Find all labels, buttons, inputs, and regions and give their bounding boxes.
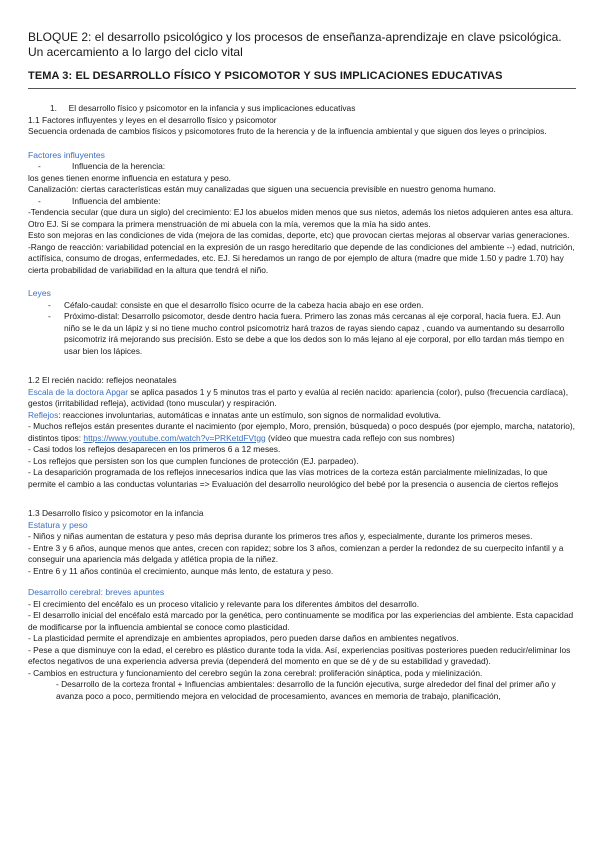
subsection-1-2-title: 1.2 El recién nacido: reflejos neonatales: [28, 375, 177, 385]
cerebral-bullet-3: - La plasticidad permite el aprendizaje en ambientes apropiados, pero pueden darse daños en ambientes negativos.: [28, 633, 459, 643]
apgar-text: se aplica pasados 1 y 5 minutos tras el parto y evalúa al recién nacido: apariencia (color), pulso (frecuencia cardíaca), gestos (irritabilidad refleja), actividad (tono muscular) y respiración.: [28, 386, 569, 408]
reflejos-bullet-1-text: - Muchos reflejos están presentes durante el nacimiento (por ejemplo, Moro, prensión, búsqueda) o poco después (por ejemplo, marcha, natatorio), distintos tipos:: [28, 421, 575, 443]
cerebral-bullet-4: - Pese a que disminuye con la edad, el cerebro es plástico durante toda la vida. Así, experiencias positivas posteriores pueden reducir/eliminar los efectos negativos de una experiencia adversa previa (dependerá del momento en que se dé y de su estabilidad y gravedad).: [28, 644, 571, 666]
herencia-text-1: los genes tienen enorme influencia en estatura y peso.: [28, 172, 231, 183]
ambiente-text-2: Esto son mejoras en las condiciones de vida (mejora de las comidas, deporte, etc) que provocan ciertas mejoras al observar varias generaciones.: [28, 230, 570, 240]
ambiente-text-1: -Tendencia secular (que dura un siglo) del crecimiento: EJ los abuelos miden menos que sus nietos, además los nietos adquieren antes esa altura. Otro EJ. Si se compara la primera menstruación de mi abuela con la mía, veremos que la mía ha sido antes.: [28, 207, 574, 229]
ley-cefalo-text: Céfalo-caudal: consiste en que el desarrollo físico ocurre de la cabeza hacia abajo en ese orden.: [64, 299, 424, 310]
ambiente-item: [28, 196, 576, 208]
reflejos-paragraph: [28, 410, 576, 422]
ley-proximo-distal: [28, 311, 576, 357]
dash-marker: -: [48, 311, 51, 321]
subsection-1-1-title: 1.1 Factores influyentes y leyes en el desarrollo físico y psicomotor: [28, 114, 277, 125]
ambiente-text-3: -Rango de reacción: variabilidad potencial en la expresión de un rasgo hereditario que depende de las condiciones del ambiente --) edad, nutrición, actífísica, consumo de drogas, enfermedades, etc. EJ. Si heredamos un rango de por ejemplo de altura (madre que mide 1.50 y padre 1.70) hay cierta probabilidad de variabilidad en la altura que tendrá el niño.: [28, 241, 575, 275]
cerebral-bullet-2: - El desarrollo inicial del encéfalo está marcado por la genética, pero continuamente se modifica por las experiencias del ambiente. Esta capacidad de modificarse por la influencia ambiental se conoce como plasticidad.: [28, 610, 574, 632]
section-1-title: El desarrollo físico y psicomotor en la infancia y sus implicaciones educativas: [68, 103, 356, 113]
estatura-bullet-2: - Entre 3 y 6 años, aunque menos que antes, crecen con rapidez; sobre los 3 años, comienzan a perder la redondez de su cuerpecito infantil y a conseguir una apariencia más delgada y atlética propia de la niñez.: [28, 542, 564, 564]
cerebral-bullet-6: - Desarrollo de la corteza frontal + Influencias ambientales: desarrollo de la función ejecutiva, surge alrededor del final del primer año y avanza poco a poco, permitiendo mejora en velocidad de procesamiento, avances en memoria de trabajo, planificación,: [56, 679, 556, 701]
dash-marker: -: [38, 195, 41, 206]
reflejos-text: : reacciones involuntarias, automáticas e innatas ante un estímulo, son signos de normalidad evolutiva.: [58, 409, 441, 420]
youtube-link[interactable]: https://www.youtube.com/watch?v=PRKetdFVtgg: [83, 432, 266, 443]
section-1-number: 1.: [50, 103, 57, 113]
section-1-intro: Secuencia ordenada de cambios físicos y psicomotores fruto de la herencia y de la influencia ambiental y que siguen dos leyes o principios.: [28, 126, 547, 136]
bloque-title: BLOQUE 2: el desarrollo psicológico y los procesos de enseñanza-aprendizaje en clave psicológica. Un acercamiento a lo largo del ciclo vital: [28, 30, 562, 59]
ley-cefalo-caudal: [28, 300, 576, 312]
reflejos-bullet-3: - Los reflejos que persisten son los que cumplen funciones de protección (EJ. parpadeo).: [28, 455, 359, 466]
reflejos-bullet-4: - La desaparición programada de los reflejos innecesarios indica que las vías motrices de la corteza están parcialmente mielinizadas, lo que permite el cambio a las conductas voluntarias => Evaluación del desarrollo neurológico del bebé por la presencia o ausencia de ciertos reflejos: [28, 467, 559, 489]
reflejos-label: Reflejos: [28, 409, 59, 420]
cerebral-heading: Desarrollo cerebral: breves apuntes: [28, 587, 165, 597]
apgar-label: Escala de la doctora Apgar: [28, 386, 129, 397]
leyes-heading: Leyes: [28, 288, 51, 298]
subsection-1-3-title: 1.3 Desarrollo físico y psicomotor en la infancia: [28, 508, 204, 518]
cerebral-bullet-5: - Cambios en estructura y funcionamiento del cerebro según la zona cerebral: proliferación sináptica, poda y mielinización.: [28, 667, 483, 678]
herencia-item: [28, 161, 576, 173]
dash-marker: -: [48, 299, 51, 310]
herencia-label: Influencia de la herencia:: [72, 161, 166, 171]
dash-marker: -: [38, 161, 41, 171]
herencia-text-2: Canalización: ciertas características están muy canalizadas que siguen una secuencia previsible en nuestro genoma humano.: [28, 184, 496, 194]
estatura-bullet-3: - Entre 6 y 11 años continúa el crecimiento, aunque más lento, de estatura y peso.: [28, 565, 334, 576]
estatura-bullet-1: - Niños y niñas aumentan de estatura y peso más deprisa durante los primeros tres años y, especialmente, durante los primeros meses.: [28, 531, 533, 541]
document-page: [28, 30, 576, 702]
title-divider: [28, 88, 576, 89]
reflejos-bullet-1: [28, 421, 576, 444]
section-1-heading: [28, 103, 576, 115]
ley-proximo-text: Próximo-distal: Desarrollo psicomotor, desde dentro hacia fuera. Primero las zonas más cercanas al eje corporal, hacia fuera. EJ. Aun niño se le da un lápiz y si no tiene mucho control psicomotriz hará trazos de rayas siendo capaz , cuando va aumentando su desarrollo psicomotriz irá mejorando sus precisión. Esto se debe a que los dedos son lo más lejano al eje corporal, por ello tardan más tiempo en usar bien los lápices.: [64, 311, 565, 356]
ambiente-label: Influencia del ambiente:: [72, 195, 161, 206]
reflejos-bullet-2: - Casi todos los reflejos desaparecen en los primeros 6 a 12 meses.: [28, 444, 281, 454]
cerebral-bullet-1: - El crecimiento del encéfalo es un proceso vitalicio y relevante para los diferentes ámbitos del desarrollo.: [28, 598, 420, 609]
estatura-heading: Estatura y peso: [28, 519, 88, 530]
factores-heading: Factores influyentes: [28, 149, 105, 160]
tema-title: TEMA 3: EL DESARROLLO FÍSICO Y PSICOMOTOR Y SUS IMPLICACIONES EDUCATIVAS: [28, 70, 503, 82]
apgar-paragraph: [28, 387, 576, 410]
reflejos-bullet-1-note: (vídeo que muestra cada reflejo con sus nombres): [265, 432, 455, 443]
